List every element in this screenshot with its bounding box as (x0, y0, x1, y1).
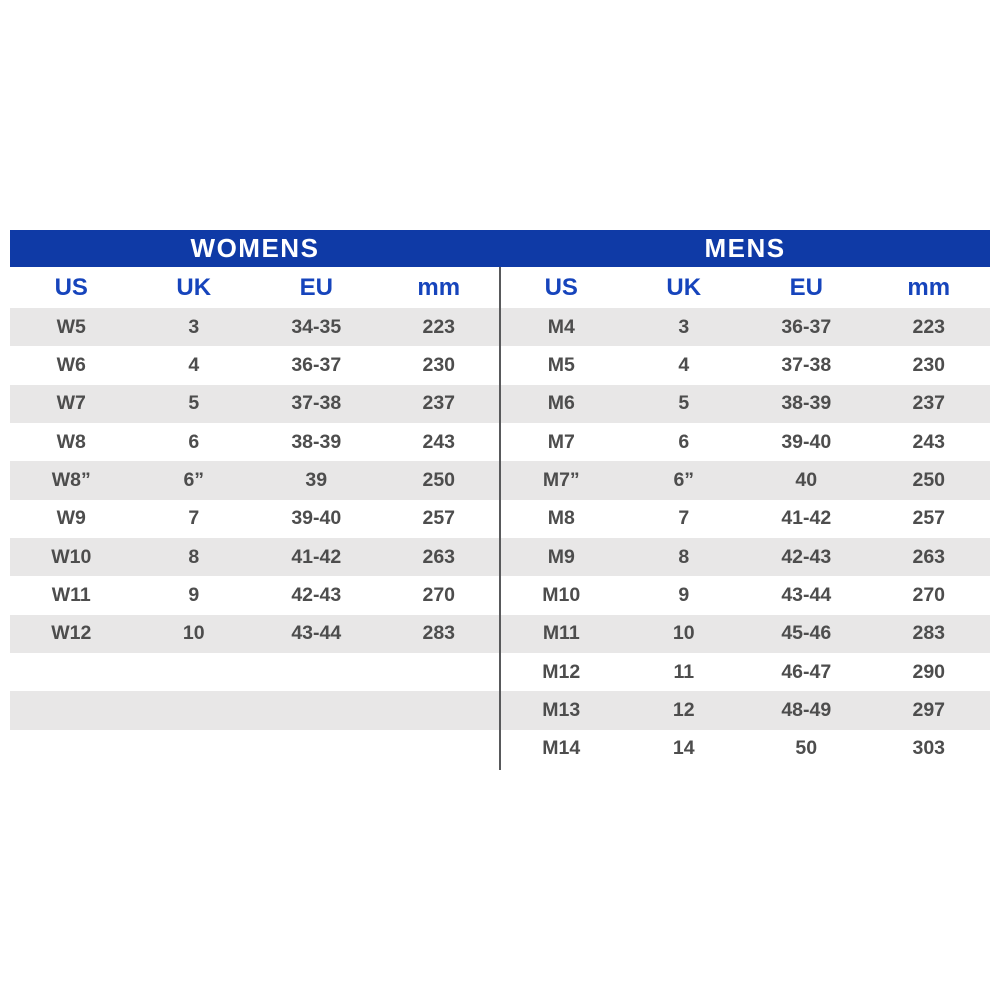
womens-table-cell: W9 (56, 507, 86, 530)
mens-table-cell: M12 (542, 660, 581, 683)
mens-table-cell: 46-47 (781, 660, 832, 683)
mens-table-cell: M10 (542, 583, 581, 606)
mens-table-cell: 243 (912, 430, 946, 453)
womens-table-cell: W8 (56, 430, 86, 453)
womens-table-cell: 39-40 (291, 507, 342, 530)
mens-table-cell: 6” (673, 468, 695, 491)
mens-table-cell: 7 (678, 507, 690, 530)
womens-table-cell: 6 (188, 430, 200, 453)
womens-col-header-us: US (54, 273, 88, 301)
womens-table-cell: 243 (422, 430, 456, 453)
mens-table-cell: 37-38 (781, 353, 832, 376)
mens-table-cell: M13 (542, 698, 581, 721)
womens-table-cell: 223 (422, 315, 456, 338)
mens-table-cell: 12 (672, 698, 695, 721)
womens-table-cell: 257 (422, 507, 456, 530)
womens-table-cell: W5 (56, 315, 86, 338)
mens-table-cell: M7 (547, 430, 575, 453)
womens-table-cell: W10 (51, 545, 92, 568)
womens-table-cell: W7 (56, 392, 86, 415)
mens-table-cell: 50 (795, 737, 818, 760)
womens-table-cell: W12 (51, 622, 92, 645)
mens-table-cell: 9 (678, 583, 690, 606)
mens-table-cell: 230 (912, 353, 946, 376)
womens-col-header-uk: UK (176, 273, 212, 301)
mens-table-cell: 42-43 (781, 545, 832, 568)
womens-table-cell: 250 (422, 468, 456, 491)
mens-table-cell: 36-37 (781, 315, 832, 338)
womens-table-cell: 43-44 (291, 622, 342, 645)
mens-table-cell: 8 (678, 545, 690, 568)
mens-table-cell: 237 (912, 392, 946, 415)
mens-table-cell: 11 (673, 660, 695, 683)
womens-table-cell: 37-38 (291, 392, 342, 415)
womens-col-header-mm: mm (417, 273, 461, 301)
mens-table-cell: 39-40 (781, 430, 832, 453)
mens-table-cell: 283 (912, 622, 946, 645)
womens-table-cell: 6” (183, 468, 205, 491)
womens-table-cell: W11 (51, 583, 91, 606)
womens-table-cell: 4 (188, 353, 200, 376)
womens-table-cell: W8” (51, 468, 91, 491)
mens-table-cell: 263 (912, 545, 946, 568)
mens-col-header-us: US (544, 273, 578, 301)
table-divider-line (499, 267, 501, 770)
womens-table-cell: 5 (188, 392, 200, 415)
womens-table-cell: 36-37 (291, 353, 342, 376)
womens-table-cell: 34-35 (291, 315, 342, 338)
mens-table-cell: M4 (547, 315, 575, 338)
mens-table-cell: 303 (912, 737, 946, 760)
womens-table-cell: 283 (422, 622, 456, 645)
mens-table-cell: 6 (678, 430, 690, 453)
mens-table-cell: M5 (547, 353, 575, 376)
womens-section-title: WOMENS (190, 233, 320, 263)
mens-table-cell: M8 (547, 507, 575, 530)
womens-table-cell: 42-43 (291, 583, 342, 606)
womens-table-cell: 270 (422, 583, 456, 606)
mens-table-cell: 223 (912, 315, 946, 338)
mens-table-cell: M6 (547, 392, 575, 415)
womens-table-cell: 41-42 (291, 545, 342, 568)
mens-table-cell: M14 (542, 737, 581, 760)
mens-table-cell: 297 (912, 698, 946, 721)
mens-table-cell: M7” (542, 468, 580, 491)
womens-table-cell: 38-39 (291, 430, 342, 453)
mens-table-cell: 10 (672, 622, 695, 645)
mens-table-cell: 4 (678, 353, 690, 376)
womens-table-cell: 7 (188, 507, 200, 530)
womens-table-cell: W6 (56, 353, 86, 376)
womens-table-cell: 263 (422, 545, 456, 568)
mens-table-cell: 45-46 (781, 622, 832, 645)
mens-col-header-mm: mm (907, 273, 951, 301)
mens-section-title: MENS (704, 233, 786, 263)
mens-table-cell: 3 (678, 315, 690, 338)
mens-table-cell: 14 (672, 737, 695, 760)
mens-col-header-uk: UK (666, 273, 702, 301)
womens-table-cell: 39 (305, 468, 328, 491)
womens-table-cell: 8 (188, 545, 200, 568)
womens-table-cell: 237 (422, 392, 456, 415)
mens-table-cell: 270 (912, 583, 946, 606)
womens-table-cell: 3 (188, 315, 200, 338)
mens-table-cell: 48-49 (781, 698, 832, 721)
mens-table-cell: 5 (678, 392, 690, 415)
mens-table-cell: 43-44 (781, 583, 832, 606)
mens-table-cell: 290 (912, 660, 946, 683)
mens-table-cell: 257 (912, 507, 946, 530)
mens-col-header-eu: EU (789, 273, 823, 301)
mens-table-cell: 40 (795, 468, 818, 491)
mens-table-cell: 41-42 (781, 507, 832, 530)
womens-col-header-eu: EU (299, 273, 333, 301)
womens-table-cell: 230 (422, 353, 456, 376)
womens-table-cell: 10 (182, 622, 205, 645)
mens-table-cell: 250 (912, 468, 946, 491)
size-chart (10, 230, 990, 768)
mens-table-cell: 38-39 (781, 392, 832, 415)
mens-table-cell: M9 (547, 545, 575, 568)
womens-table-cell: 9 (188, 583, 200, 606)
table-header-bar (10, 230, 990, 267)
mens-table-cell: M11 (542, 622, 580, 645)
